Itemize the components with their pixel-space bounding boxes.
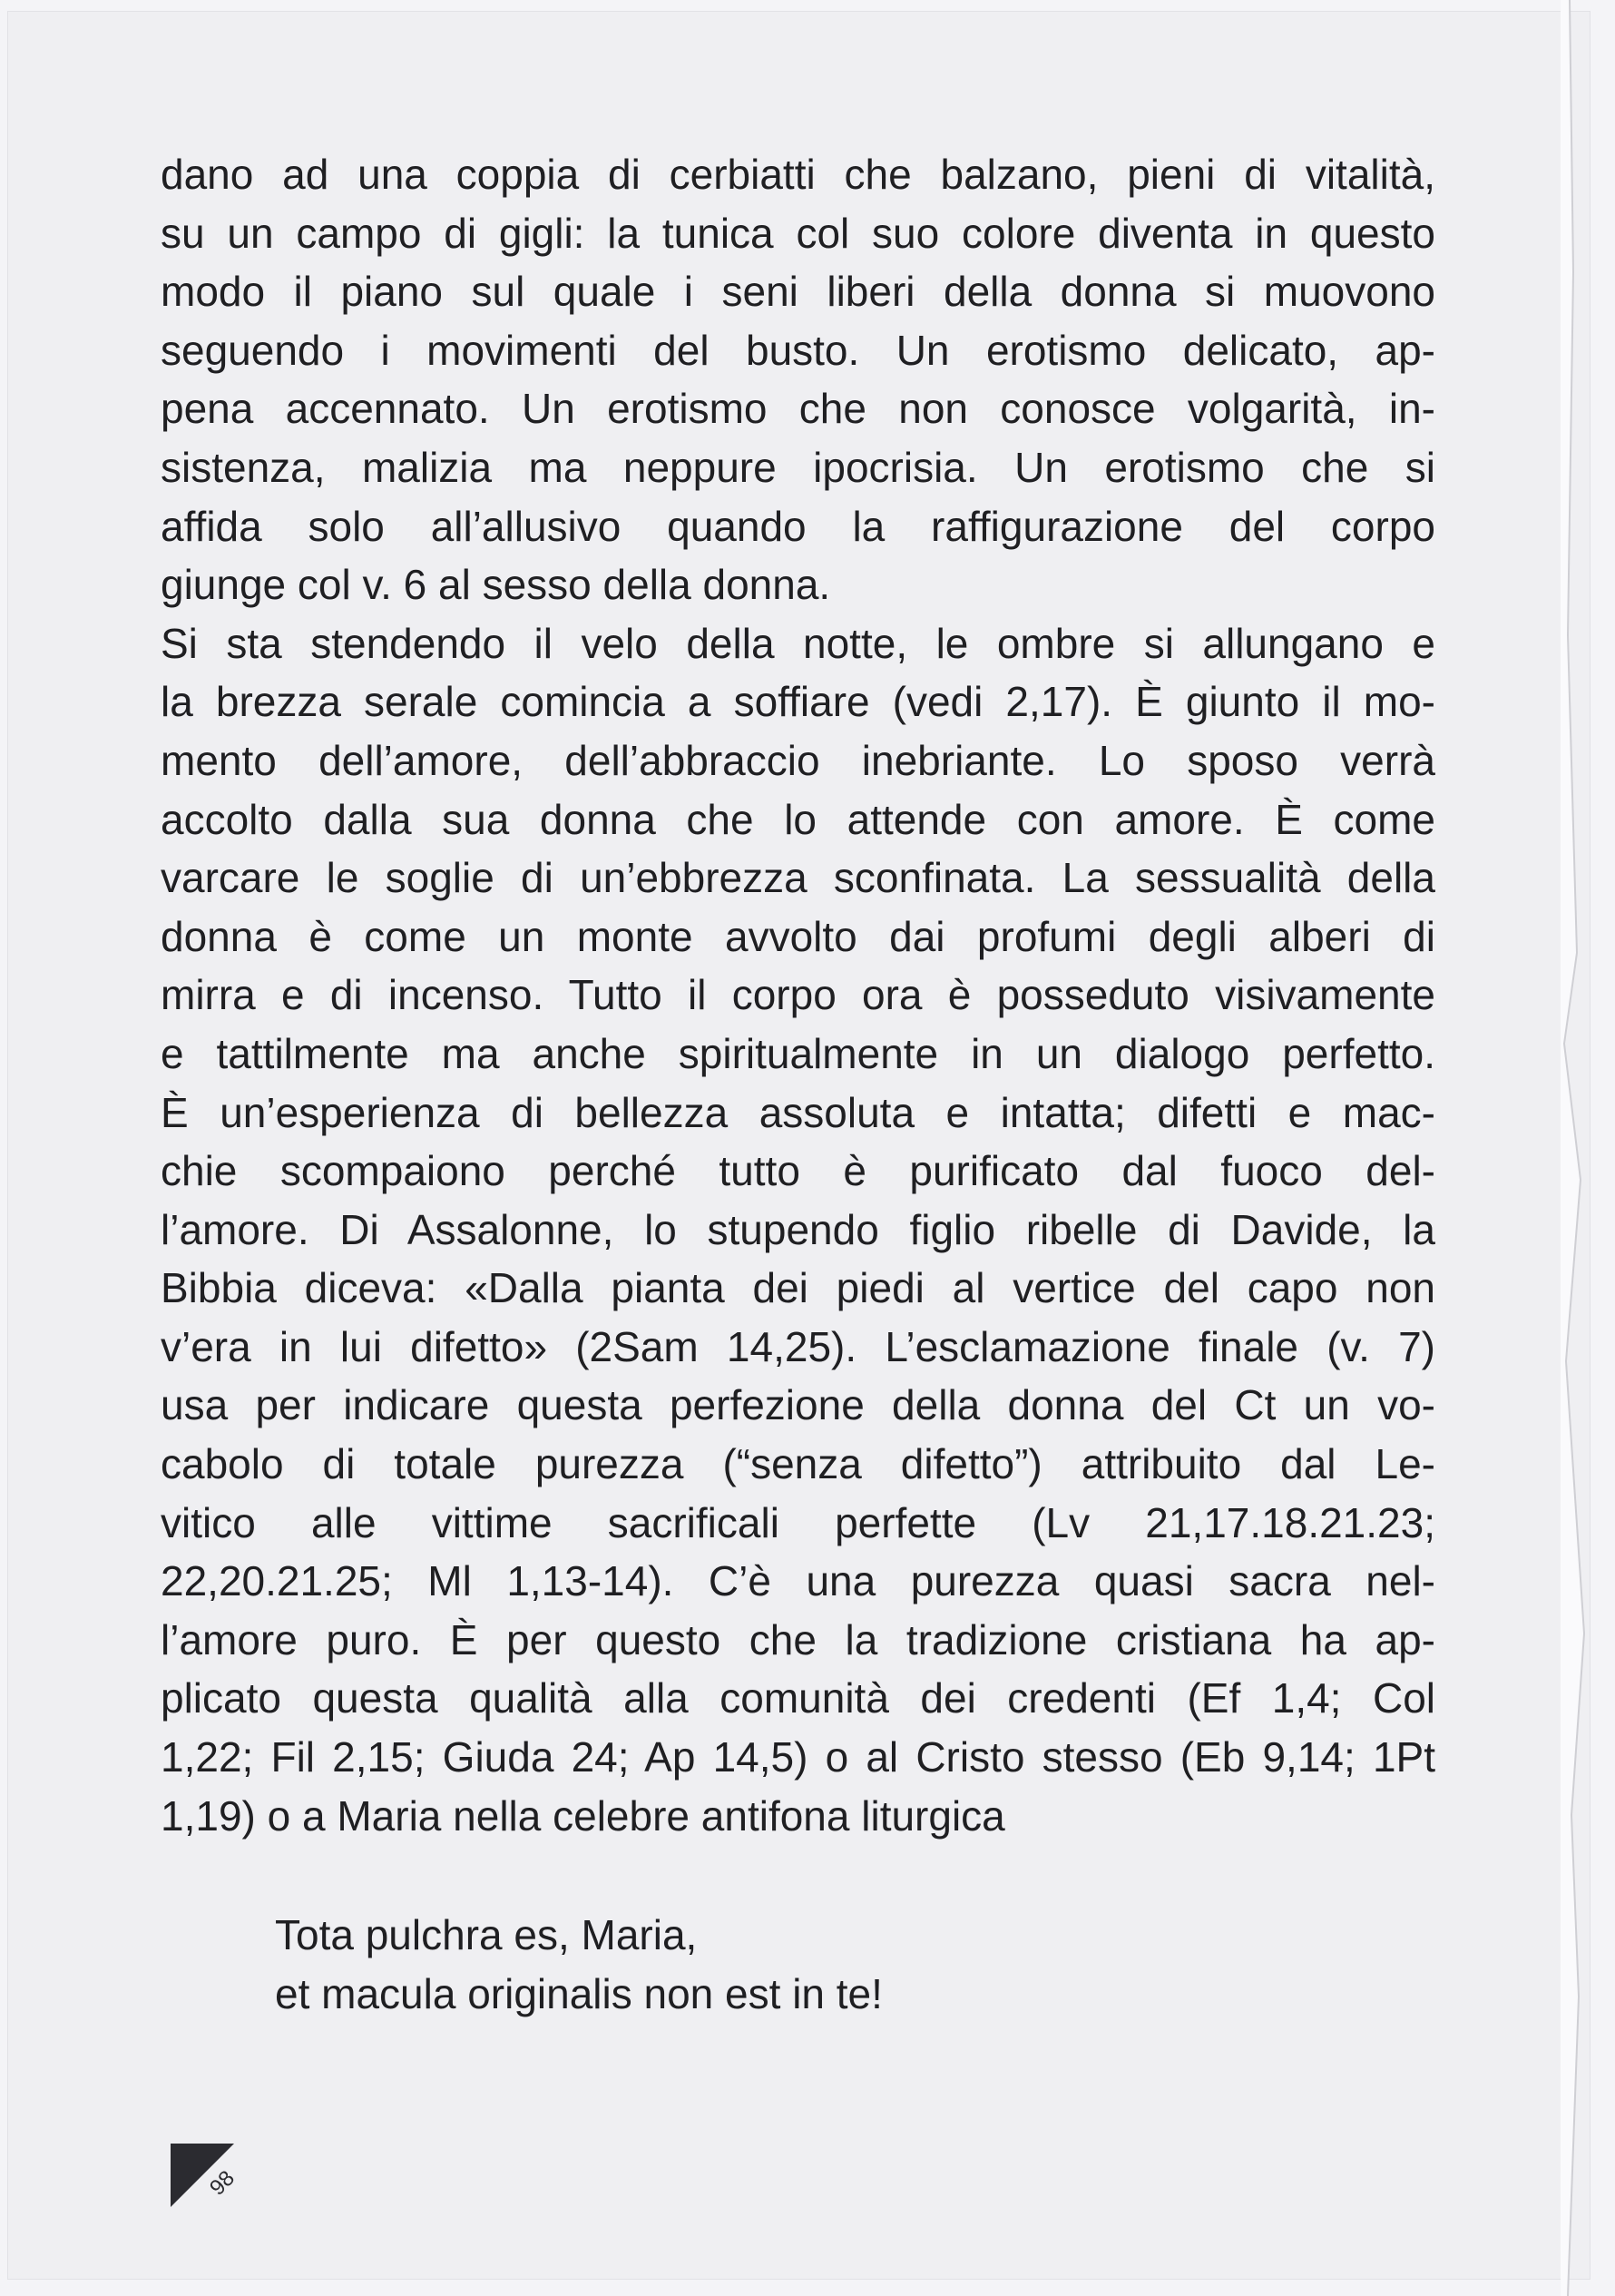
text-line: modo il piano sul quale i seni liberi della donna si muovono	[161, 268, 1435, 316]
text-line: 1,19) o a Maria nella celebre antifona liturgica	[161, 1791, 1005, 1840]
text-line: varcare le soglie di un’ebbrezza sconfinata. La sessualità della	[161, 854, 1435, 902]
text-line: 22,20.21.25; Ml 1,13-14). C’è una purezza quasi sacra nel-	[161, 1557, 1435, 1605]
text-line: la brezza serale comincia a soffiare (vedi 2,17). È giunto il mo-	[161, 678, 1435, 726]
text-line: seguendo i movimenti del busto. Un erotismo delicato, ap-	[161, 326, 1435, 374]
page-number: 98	[205, 2165, 240, 2201]
quote-line: Tota pulchra es, Maria,	[275, 1911, 698, 1958]
text-line: mirra e di incenso. Tutto il corpo ora è posseduto visivamente	[161, 971, 1435, 1019]
text-line: l’amore puro. È per questo che la tradizione cristiana ha ap-	[161, 1615, 1435, 1663]
text-line: mento dell’amore, dell’abbraccio inebriante. Lo sposo verrà	[161, 736, 1435, 784]
liturgical-quote	[275, 1906, 883, 2023]
text-line: donna è come un monte avvolto dai profumi degli alberi di	[161, 912, 1435, 960]
torn-paper-edge	[1561, 0, 1615, 2296]
text-line: su un campo di gigli: la tunica col suo colore diventa in questo	[161, 209, 1435, 257]
quote-line: et macula originalis non est in te!	[275, 1969, 883, 2017]
text-line: affida solo all’allusivo quando la raffigurazione del corpo	[161, 502, 1435, 550]
text-line: sistenza, malizia ma neppure ipocrisia. Un erotismo che si	[161, 443, 1435, 491]
text-line: dano ad una coppia di cerbiatti che balzano, pieni di vitalità,	[161, 151, 1435, 198]
text-line: e tattilmente ma anche spiritualmente in un dialogo perfetto.	[161, 1029, 1435, 1077]
text-line: vitico alle vittime sacrificali perfette (Lv 21,17.18.21.23;	[161, 1498, 1435, 1546]
text-line: chie scompaiono perché tutto è purificato dal fuoco del-	[161, 1147, 1435, 1195]
text-line: pena accennato. Un erotismo che non conosce volgarità, in-	[161, 385, 1435, 433]
text-line: cabolo di totale purezza (“senza difetto”) attribuito dal Le-	[161, 1440, 1435, 1488]
text-line: È un’esperienza di bellezza assoluta e intatta; difetti e mac-	[161, 1088, 1435, 1136]
text-line: accolto dalla sua donna che lo attende con amore. È come	[161, 795, 1435, 843]
text-line: usa per indicare questa perfezione della donna del Ct un vo-	[161, 1381, 1435, 1429]
body-text	[161, 145, 1435, 1845]
text-line: Si sta stendendo il velo della notte, le ombre si allungano e	[161, 619, 1435, 667]
text-line: giunge col v. 6 al sesso della donna.	[161, 561, 831, 609]
text-line: 1,22; Fil 2,15; Giuda 24; Ap 14,5) o al Cristo stesso (Eb 9,14; 1Pt	[161, 1733, 1435, 1781]
text-line: plicato questa qualità alla comunità dei credenti (Ef 1,4; Col	[161, 1674, 1435, 1722]
text-line: l’amore. Di Assalonne, lo stupendo figlio ribelle di Davide, la	[161, 1205, 1435, 1253]
text-line: Bibbia diceva: «Dalla pianta dei piedi al vertice del capo non	[161, 1264, 1435, 1312]
text-line: v’era in lui difetto» (2Sam 14,25). L’esclamazione finale (v. 7)	[161, 1322, 1435, 1370]
